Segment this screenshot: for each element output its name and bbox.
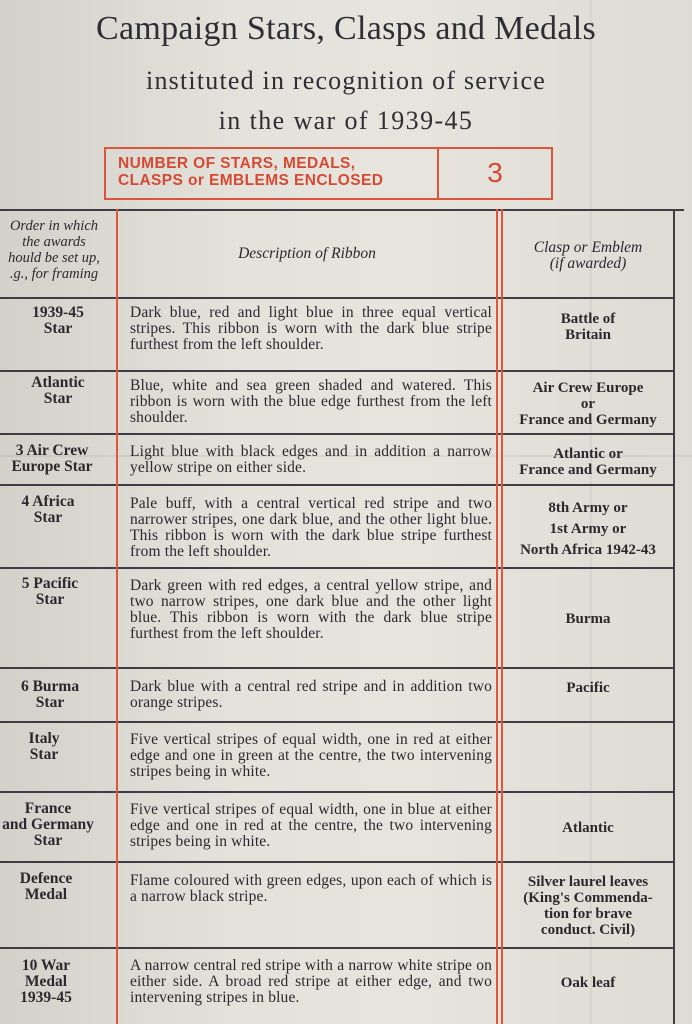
row-order: Italy Star	[28, 730, 60, 763]
row-description: A narrow central red stripe with a narrow white stripe on either side. A broad red stripe at either edge, and two intervening stripes in blue.	[130, 957, 492, 1006]
row-order: 10 War Medal 1939-45	[20, 957, 72, 1006]
table-rule	[0, 567, 674, 569]
row-order: Defence Medal	[19, 870, 73, 903]
table-rule	[0, 721, 674, 723]
row-order: Atlantic Star	[31, 374, 85, 407]
row-order: 4 Africa Star	[21, 493, 75, 526]
page-subtitle-year: in the war of 1939-45	[218, 106, 474, 135]
row-description: Dark green with red edges, a central yellow stripe, and two narrow stripes, one dark blue and the other light blue. This ribbon is worn with the dark blue stripe furthest from the left shoulder.	[130, 577, 492, 642]
row-description: Blue, white and sea green shaded and watered. This ribbon is worn with the blue edge furthest from the left shoulder.	[130, 377, 492, 426]
column-rule	[496, 209, 498, 1024]
row-order: 1939-45 Star	[32, 304, 84, 337]
table-rule	[0, 484, 674, 486]
row-clasp: Silver laurel leaves (King's Commenda- tion for brave conduct. Civil)	[523, 874, 653, 938]
row-description: Light blue with black edges and in addition a narrow yellow stripe on either side.	[130, 443, 492, 476]
header-order	[0, 218, 116, 282]
table-rule	[0, 297, 674, 299]
row-clasp: Pacific	[566, 680, 610, 696]
row-description: Five vertical stripes of equal width, one in blue at either edge and one in red at the centre, the two intervening stripes being in white.	[130, 801, 492, 850]
table-right-border	[673, 209, 675, 1024]
enclosed-label-line2: CLASPS or EMBLEMS ENCLOSED	[118, 172, 384, 189]
row-description: Five vertical stripes of equal width, one in red at either edge and one in green at the centre, the two intervening stripes being in white.	[130, 731, 492, 780]
row-description: Dark blue, red and light blue in three equal vertical stripes. This ribbon is worn with the dark blue stripe furthest from the left shoulder.	[130, 304, 492, 353]
column-rule	[116, 209, 118, 1024]
row-clasp: Atlantic or France and Germany	[519, 446, 657, 478]
row-clasp: Burma	[565, 611, 611, 627]
header-description	[118, 246, 496, 262]
table-rule	[0, 209, 684, 211]
enclosed-count-value: 3	[487, 157, 503, 188]
table-rule	[0, 433, 674, 435]
page-subtitle: instituted in recognition of service	[146, 66, 546, 95]
enclosed-label-line1: NUMBER OF STARS, MEDALS,	[118, 155, 356, 172]
row-clasp: Atlantic	[562, 820, 614, 836]
row-description: Flame coloured with green edges, upon each of which is a narrow black stripe.	[130, 872, 492, 905]
row-description: Dark blue with a central red stripe and in addition two orange stripes.	[130, 678, 492, 711]
table-rule	[0, 861, 674, 863]
row-clasp: Battle of Britain	[560, 311, 616, 343]
row-order: 3 Air Crew Europe Star	[11, 442, 93, 475]
header-clasp-text: Clasp or Emblem (if awarded)	[533, 239, 643, 272]
table-rule	[0, 370, 674, 372]
row-clasp: Oak leaf	[560, 975, 616, 991]
row-description: Pale buff, with a central vertical red stripe and two narrower stripes, one dark blue, and the other light blue. This ribbon is worn with the dark blue stripe furthest from the left shoulder.	[130, 495, 492, 560]
page-title: Campaign Stars, Clasps and Medals	[95, 10, 596, 47]
row-clasp: 8th Army or 1st Army or North Africa 1942-43	[520, 500, 656, 558]
row-order: 5 Pacific Star	[21, 575, 79, 608]
table-rule	[0, 947, 674, 949]
table-rule	[0, 791, 674, 793]
row-clasp: Air Crew Europe or France and Germany	[519, 380, 657, 428]
header-description-text: Description of Ribbon	[238, 245, 376, 262]
header-clasp	[503, 240, 673, 272]
row-order: 6 Burma Star	[20, 678, 80, 711]
header-order-text: Order in which the awards hould be set up, .g., for framing	[8, 218, 100, 282]
table-rule	[0, 667, 674, 669]
row-order: France and Germany Star	[2, 800, 94, 849]
